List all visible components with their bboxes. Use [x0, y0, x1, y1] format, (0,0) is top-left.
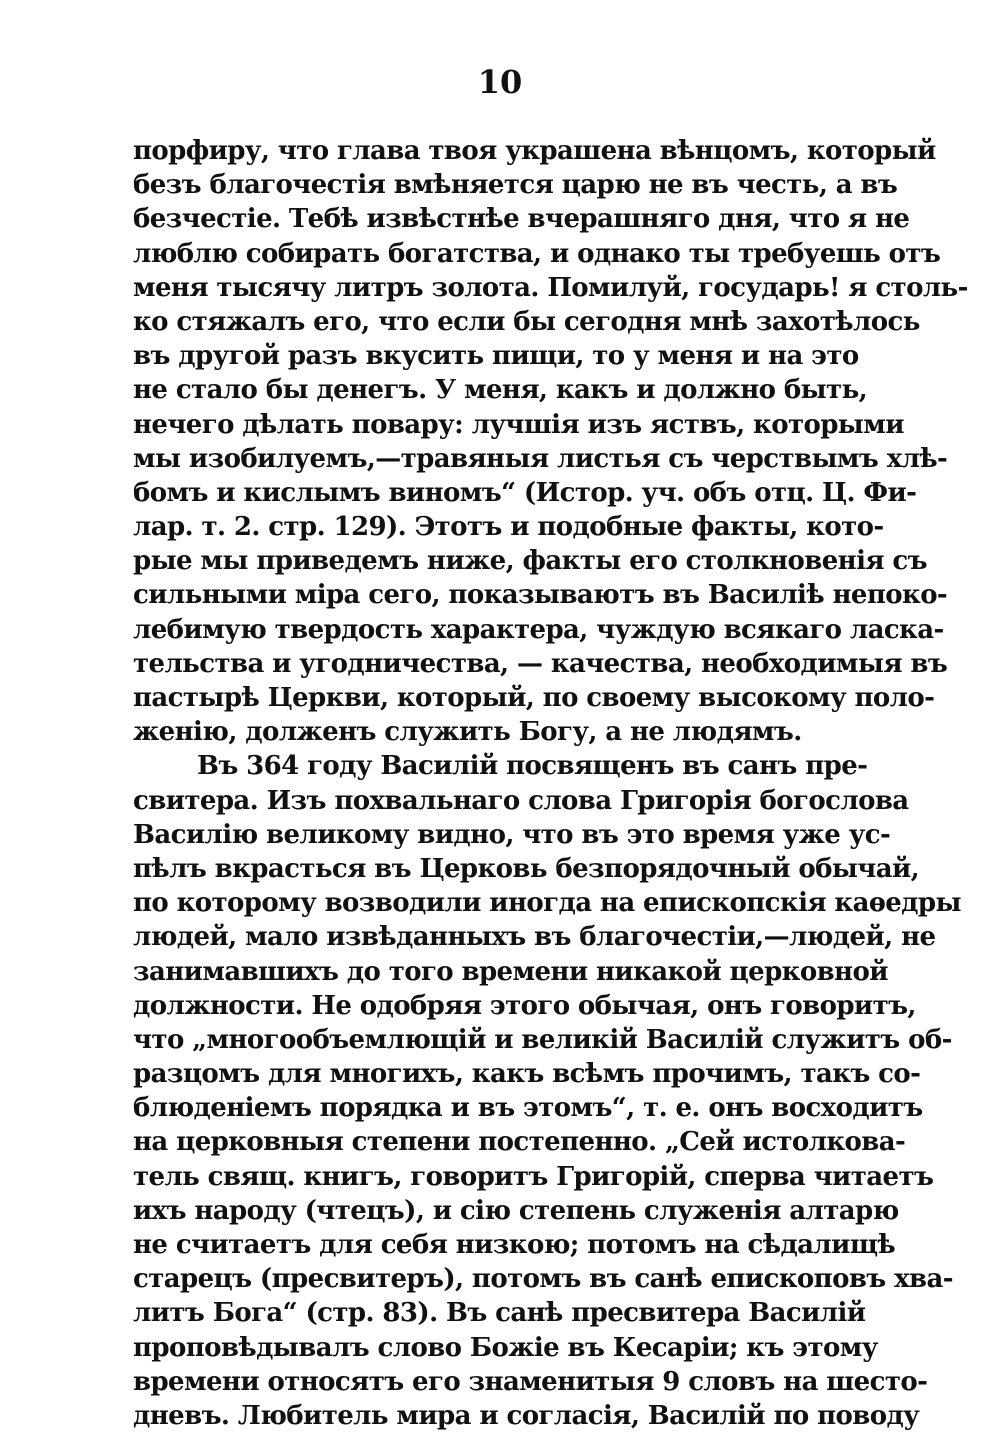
text-line: тель свящ. книгъ, говоритъ Григорій, сперва читаетъ — [133, 1161, 934, 1192]
text-line: по которому возводили иногда на епископскія каѳедры — [133, 888, 961, 919]
text-line: тельства и угодничества, — качества, необходимыя въ — [133, 648, 948, 679]
text-line: люблю собирать богатства, и однако ты требуешь отъ — [133, 238, 941, 269]
text-line: разцомъ для многихъ, какъ всѣмъ прочимъ, такъ со- — [133, 1059, 921, 1090]
text-line: ко стяжалъ его, что если бы сегодня мнѣ захотѣлось — [133, 306, 920, 337]
text-line: пѣлъ вкрасться въ Церковь безпорядочный обычай, — [133, 853, 920, 884]
text-line: что „многообъемлющій и великій Василій служитъ об- — [133, 1024, 952, 1055]
text-line: свитера. Изъ похвальнаго слова Григорія богослова — [133, 785, 909, 816]
text-line: нечего дѣлать повару: лучшія изъ яствъ, которыми — [133, 409, 904, 440]
text-line: литъ Бога“ (стр. 83). Въ санѣ пресвитера Василій — [133, 1298, 866, 1329]
text-line: порфиру, что глава твоя украшена вѣнцомъ, который — [133, 136, 936, 166]
text-line: лебимую твердость характера, чуждую всякаго ласка- — [133, 614, 944, 645]
text-line: въ другой разъ вкусить пищи, то у меня и на это — [133, 341, 859, 372]
text-line: на церковныя степени постепенно. „Сей истолкова- — [133, 1127, 906, 1158]
text-line: времени относятъ его знаменитыя 9 словъ на шесто- — [133, 1366, 928, 1397]
text-line: блюденіемъ порядка и въ этомъ“, т. е. онъ восходитъ — [133, 1093, 923, 1124]
text-line: Василію великому видно, что въ это время уже ус- — [133, 819, 891, 850]
text-line: старецъ (пресвитеръ), потомъ въ санѣ епископовъ хва- — [133, 1264, 953, 1295]
text-line: мы изобилуемъ,—травяныя листья съ черствымъ хлѣ- — [133, 443, 948, 474]
text-line: бомъ и кислымъ виномъ“ (Истор. уч. объ отц. Ц. Фи- — [133, 477, 917, 508]
text-line: меня тысячу литръ золота. Помилуй, государь! я столь- — [133, 272, 968, 303]
text-line: безъ благочестія вмѣняется царю не въ честь, а въ — [133, 170, 898, 201]
paragraph-start-line: Въ 364 году Василій посвященъ въ санъ пре- — [197, 751, 868, 782]
text-line: проповѣдывалъ слово Божіе въ Кесаріи; къ этому — [133, 1332, 878, 1363]
page-number: 10 — [477, 63, 523, 101]
text-line: рые мы приведемъ ниже, факты его столкновенія съ — [133, 546, 927, 577]
text-line: должности. Не одобряя этого обычая, онъ говоритъ, — [133, 990, 916, 1021]
text-line: пастырѣ Церкви, который, по своему высокому поло- — [133, 683, 935, 713]
paragraph-end-line: женію, долженъ служить Богу, а не людямъ. — [133, 717, 802, 748]
text-line: не стало бы денегъ. У меня, какъ и должно быть, — [133, 375, 868, 406]
text-line: безчестіе. Тебѣ извѣстнѣе вчерашняго дня, что я не — [133, 204, 910, 235]
text-line: ихъ народу (чтецъ), и сію степень служенія алтарю — [133, 1195, 899, 1226]
text-line: сильными міра сего, показываютъ въ Василіѣ непоко- — [133, 580, 948, 611]
text-line: не считаетъ для себя низкою; потомъ на сѣдалищѣ — [133, 1230, 896, 1260]
text-line: занимавшихъ до того времени никакой церковной — [133, 956, 888, 987]
text-line: лар. т. 2. стр. 129). Этотъ и подобные факты, кото- — [133, 512, 884, 543]
text-line: дневъ. Любитель мира и согласія, Василій по поводу — [133, 1400, 920, 1431]
body-text — [133, 134, 968, 1433]
text-line: людей, мало извѣданныхъ въ благочестіи,—людей, не — [133, 922, 936, 953]
